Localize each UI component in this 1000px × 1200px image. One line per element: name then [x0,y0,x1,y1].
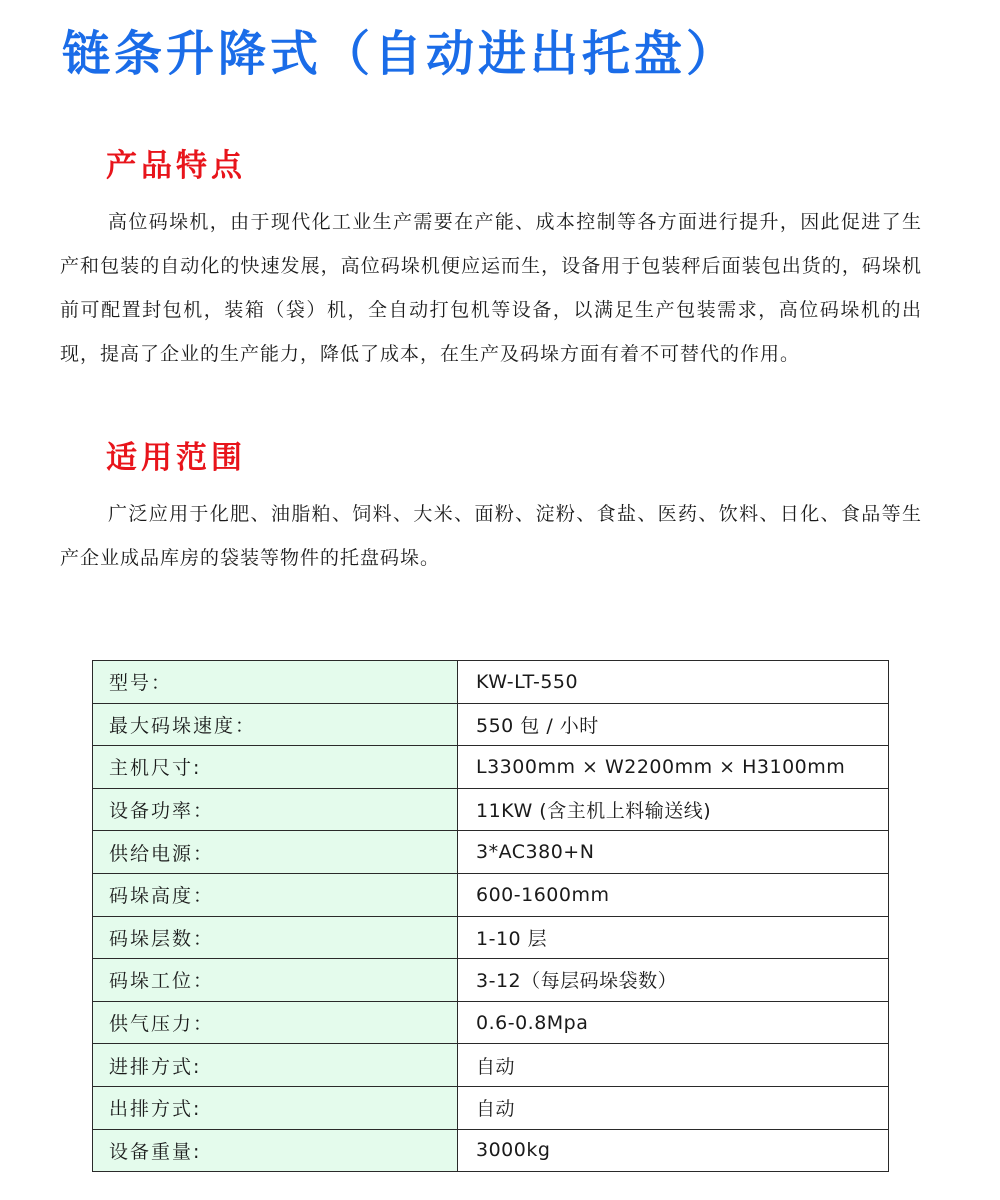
spec-row [93,1129,889,1172]
spec-row [93,1086,889,1129]
spec-value: KW-LT-550 [458,661,889,704]
spec-value: 600-1600mm [458,873,889,916]
spec-row [93,788,889,831]
spec-value: 3000kg [458,1129,889,1172]
spec-label: 供给电源： [93,831,458,874]
spec-label: 进排方式: [93,1044,458,1087]
spec-row [93,959,889,1002]
spec-row [93,703,889,746]
spec-label: 码垛工位： [93,959,458,1002]
spec-value: 自动 [458,1044,889,1087]
spec-row [93,1001,889,1044]
spec-label: 设备重量: [93,1129,458,1172]
features-heading: 产品特点 [106,148,246,184]
spec-value: 550 包 / 小时 [458,703,889,746]
spec-value: 1-10 层 [458,916,889,959]
spec-label: 主机尺寸: [93,746,458,789]
spec-value: 3-12（每层码垛袋数） [458,959,889,1002]
spec-label: 供气压力： [93,1001,458,1044]
spec-table [92,660,889,1172]
spec-value: 自动 [458,1086,889,1129]
page-title: 链条升降式（自动进出托盘） [62,26,739,82]
spec-value: 0.6-0.8Mpa [458,1001,889,1044]
spec-row [93,1044,889,1087]
spec-label: 码垛层数： [93,916,458,959]
features-paragraph: 高位码垛机，由于现代化工业生产需要在产能、成本控制等各方面进行提升，因此促进了生产和包装的自动化的快速发展，高位码垛机便应运而生，设备用于包装秤后面装包出货的，码垛机前可配置封包机，装箱（袋）机，全自动打包机等设备，以满足生产包装需求，高位码垛机的出现，提高了企业的生产能力，降低了成本，在生产及码垛方面有着不可替代的作用。 [60,211,922,365]
spec-row [93,661,889,704]
scope-heading: 适用范围 [106,440,246,476]
spec-label: 最大码垛速度： [93,703,458,746]
spec-row [93,916,889,959]
spec-label: 型号： [93,661,458,704]
scope-paragraph: 广泛应用于化肥、油脂粕、饲料、大米、面粉、淀粉、食盐、医药、饮料、日化、食品等生产企业成品库房的袋装等物件的托盘码垛。 [60,503,922,569]
spec-row [93,873,889,916]
spec-label: 出排方式: [93,1086,458,1129]
spec-value: 3*AC380+N [458,831,889,874]
spec-label: 码垛高度： [93,873,458,916]
spec-row [93,831,889,874]
spec-label: 设备功率： [93,788,458,831]
spec-value: 11KW (含主机上料输送线) [458,788,889,831]
spec-value: L3300mm × W2200mm × H3100mm [458,746,889,789]
spec-row [93,746,889,789]
